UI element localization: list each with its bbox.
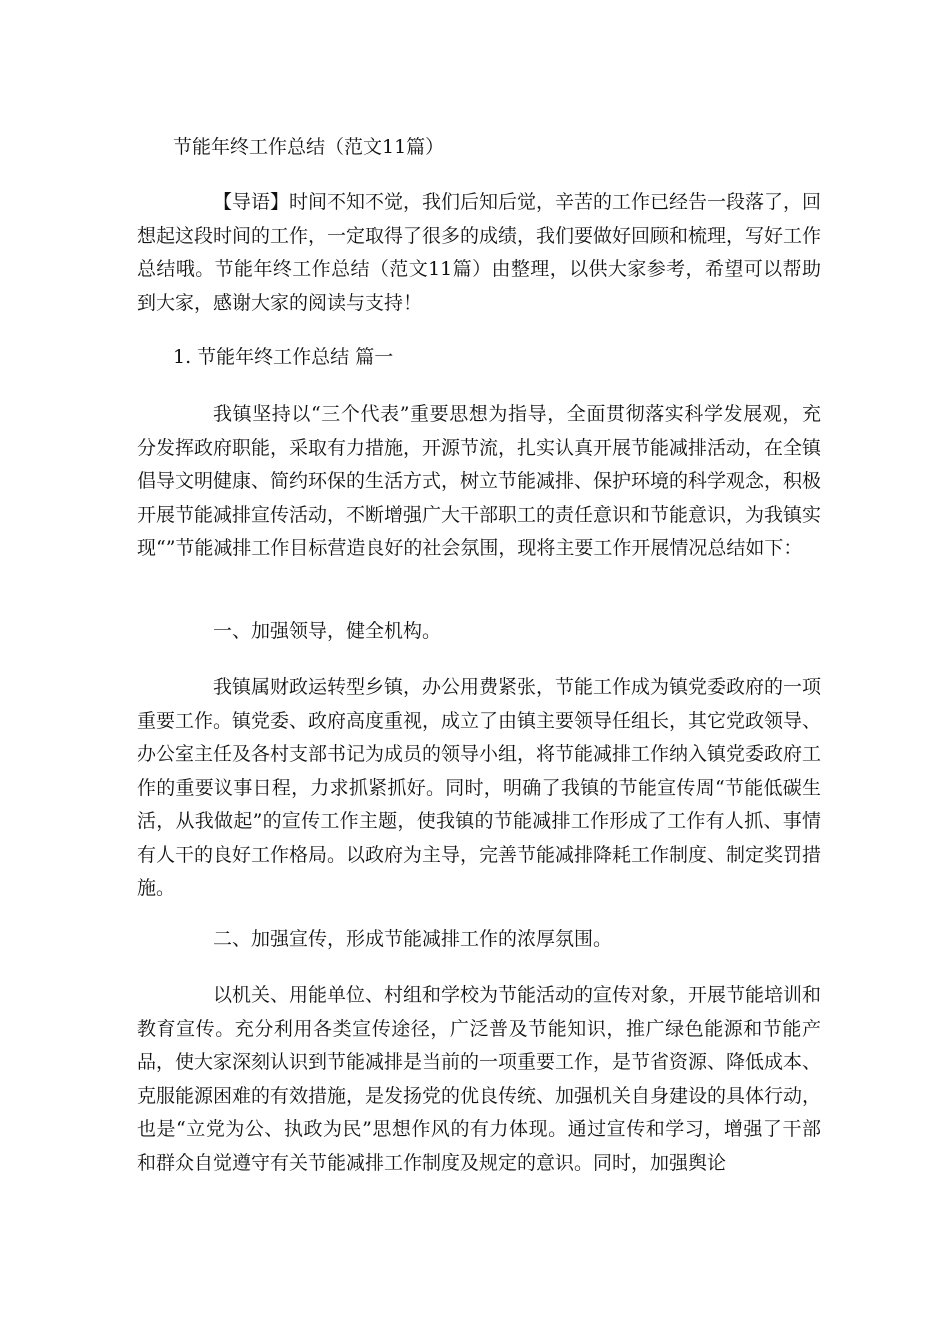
subheading-2: 二、加强宣传，形成节能减排工作的浓厚氛围。 <box>213 928 613 950</box>
intro-paragraph: 【导语】时间不知不觉，我们后知后觉，辛苦的工作已经告一段落了，回想起这段时间的工作，一定取得了很多的成绩，我们要做好回顾和梳理，写好工作总结哦。节能年终工作总结（范文11篇）由整理，以供大家参考，希望可以帮助到大家，感谢大家的阅读与支持！ <box>137 191 822 314</box>
body-paragraph-3: 以机关、用能单位、村组和学校为节能活动的宣传对象，开展节能培训和教育宣传。充分利用各类宣传途径，广泛普及节能知识，推广绿色能源和节能产品，使大家深刻认识到节能减排是当前的一项重要工作，是节省资源、降低成本、克服能源困难的有效措施，是发扬党的优良传统、加强机关自身建设的具体行动，也是“立党为公、执政为民”思想作风的有力体现。通过宣传和学习，增强了干部和群众自觉遵守有关节能减排工作制度及规定的意识。同时，加强舆论 <box>137 984 822 1174</box>
section-heading-1: 1. 节能年终工作总结 篇一 <box>173 346 394 368</box>
subheading-1: 一、加强领导，健全机构。 <box>213 620 442 642</box>
document-title: 节能年终工作总结（范文11篇） <box>173 136 445 158</box>
body-paragraph-1: 我镇坚持以“三个代表”重要思想为指导，全面贯彻落实科学发展观，充分发挥政府职能，采取有力措施，开源节流，扎实认真开展节能减排活动，在全镇倡导文明健康、简约环保的生活方式，树立节能减排、保护环境的科学观念，积极开展节能减排宣传活动，不断增强广大干部职工的责任意识和节能意识，为我镇实现“”节能减排工作目标营造良好的社会氛围，现将主要工作开展情况总结如下： <box>137 403 822 559</box>
body-paragraph-2: 我镇属财政运转型乡镇，办公用费紧张，节能工作成为镇党委政府的一项重要工作。镇党委、政府高度重视，成立了由镇主要领导任组长，其它党政领导、办公室主任及各村支部书记为成员的领导小组，将节能减排工作纳入镇党委政府工作的重要议事日程，力求抓紧抓好。同时，明确了我镇的节能宣传周“节能低碳生活，从我做起”的宣传工作主题，使我镇的节能减排工作形成了工作有人抓、事情有人干的良好工作格局。以政府为主导，完善节能减排降耗工作制度、制定奖罚措施。 <box>137 676 822 899</box>
